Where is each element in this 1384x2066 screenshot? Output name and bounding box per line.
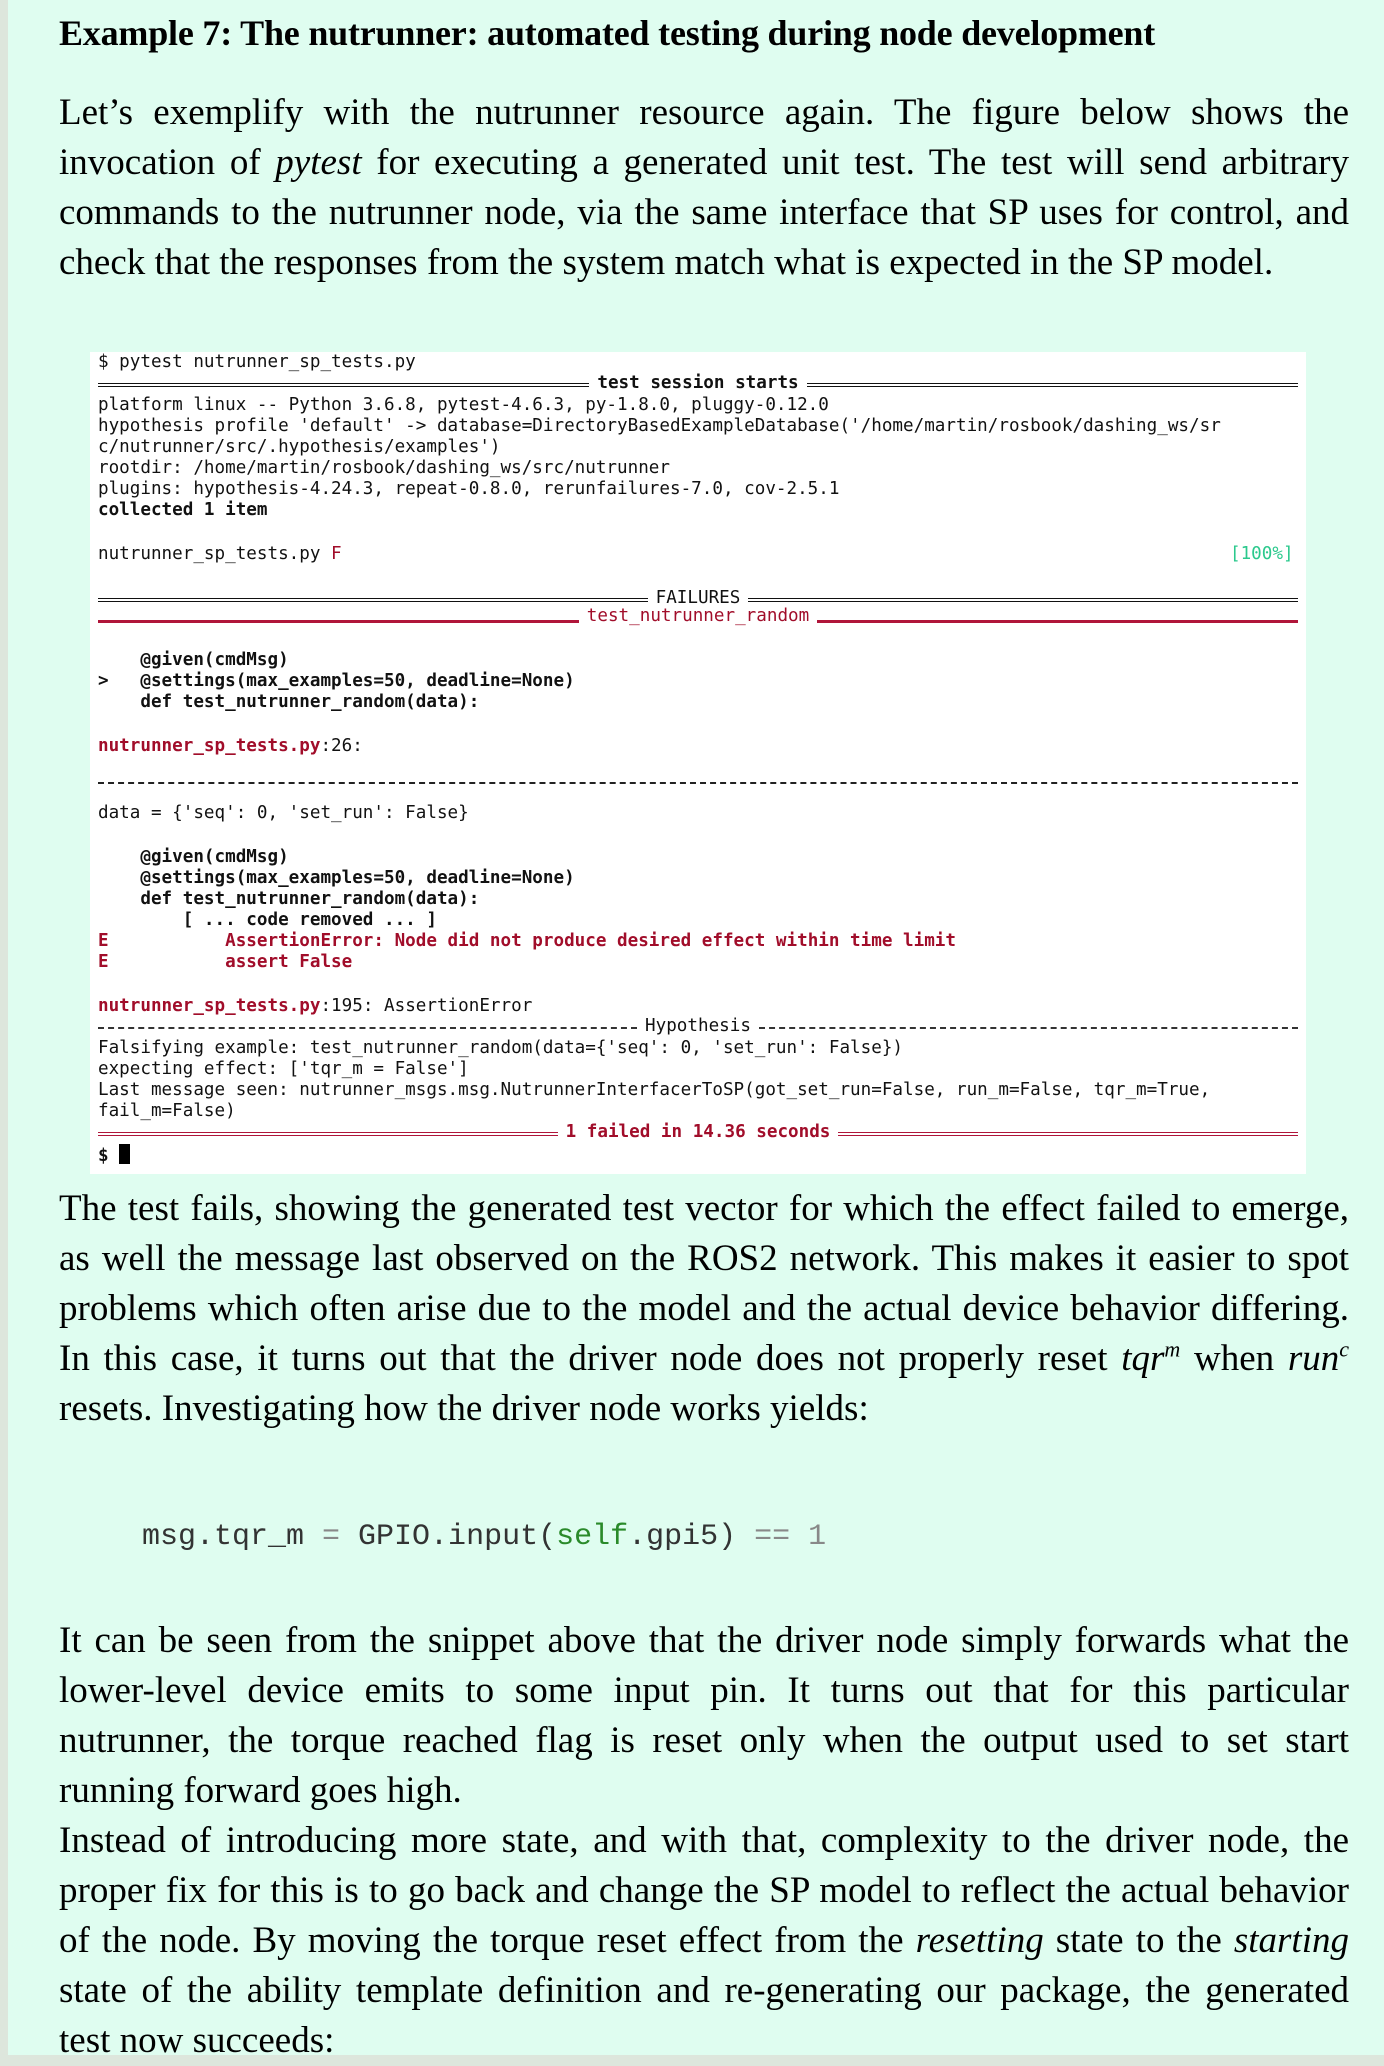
falsifying-example-line: Falsifying example: test_nutrunner_random(data={'seq': 0, 'set_run': False}) (98, 1038, 904, 1058)
expecting-effect-line: expecting effect: ['tqr_m = False'] (98, 1059, 469, 1079)
var-tqr: tqr$^m$ (1121, 1336, 1181, 1379)
failures-header-rule: FAILURES (98, 588, 1298, 610)
trace2-settings: @settings(max_examples=50, deadline=None) (98, 868, 575, 888)
last-message-line: Last message seen: nutrunner_msgs.msg.NutrunnerInterfacerToSP(got_set_run=False, run_m=False, tqr_m=True, (98, 1080, 1211, 1100)
shell-prompt: $ (98, 1144, 130, 1167)
session-header-rule: test session starts (98, 373, 1298, 395)
dashed-separator (98, 782, 1298, 784)
cursor-block (119, 1144, 130, 1164)
test-file-line: nutrunner_sp_tests.py F (98, 544, 342, 564)
self-keyword: self (556, 1520, 629, 1554)
progress-percent: [100%] (1230, 544, 1294, 564)
example-panel (8, 0, 1384, 2061)
code-snippet: msg.tqr_m = GPIO.input(self.gpi5) == 1 (142, 1520, 827, 1554)
resetting-term: resetting (915, 1920, 1044, 1961)
hypothesis-header-rule: Hypothesis (98, 1016, 1298, 1038)
trace1-given: @given(cmdMsg) (98, 650, 289, 670)
summary-rule: 1 failed in 14.36 seconds (98, 1122, 1298, 1144)
intro-paragraph: Let’s exemplify with the nutrunner resource again. The figure below shows the invocation of pytest for executing a generated unit test. The test will send arbitrary commands to the nutrunner node, via the same interface that SP uses for control, and check that the responses from the system match what is expected in the SP model. (59, 92, 1350, 283)
assert-false-line: E assert False (98, 952, 353, 972)
test-result-fail: F (331, 544, 342, 564)
trace2-code-removed: [ ... code removed ... ] (98, 910, 437, 930)
results-paragraph: The test fails, showing the generated test vector for which the effect failed to emerge, as well the message last observed on the ROS2 network. This makes it easier to spot problems which often arise due to the model and the actual device behavior differing. In this case, it turns out that the driver node does not properly reset tqr$^m$ when run$^c$ resets. Investigating how the driver node works yields: (59, 1188, 1349, 1429)
terminal-command: $ pytest nutrunner_sp_tests.py (98, 352, 416, 372)
trace1-settings: > @settings(max_examples=50, deadline=None) (98, 671, 575, 691)
fix-paragraph: Instead of introducing more state, and with that, complexity to the driver node, the proper fix for this is to go back and change the SP model to reflect the actual behavior of the node. By moving the torque reset effect from the resetting state to the starting state of the ability template definition and re-generating our package, the generated test now succeeds: (59, 1820, 1349, 2061)
last-message-line-2: fail_m=False) (98, 1101, 236, 1121)
trace1-def: def test_nutrunner_random(data): (98, 692, 480, 712)
example-title: Example 7: The nutrunner: automated testing during node development (59, 13, 1155, 53)
rootdir-line: rootdir: /home/martin/rosbook/dashing_ws/src/nutrunner (98, 458, 670, 478)
plugins-line: plugins: hypothesis-4.24.3, repeat-0.8.0, rerunfailures-7.0, cov-2.5.1 (98, 479, 840, 499)
failed-test-rule: test_nutrunner_random (98, 606, 1298, 628)
collected-line: collected 1 item (98, 500, 268, 520)
pytest-term: pytest (275, 142, 362, 183)
assertion-error-line: E AssertionError: Node did not produce desired effect within time limit (98, 931, 956, 951)
var-run: run$^c$ (1287, 1336, 1349, 1379)
hypothesis-profile-line-2: c/nutrunner/src/.hypothesis/examples') (98, 437, 501, 457)
location-195: nutrunner_sp_tests.py:195: AssertionError (98, 996, 533, 1016)
trace2-given: @given(cmdMsg) (98, 847, 289, 867)
analysis-paragraph: It can be seen from the snippet above that the driver node simply forwards what the lower-level device emits to some input pin. It turns out that for this particular nutrunner, the torque reached flag is reset only when the output used to set start running forward goes high. (59, 1620, 1349, 1811)
hypothesis-profile-line: hypothesis profile 'default' -> database=DirectoryBasedExampleDatabase('/home/martin/rosbook/dashing_ws/sr (98, 416, 1221, 436)
platform-line: platform linux -- Python 3.6.8, pytest-4.6.3, py-1.8.0, pluggy-0.12.0 (98, 395, 829, 415)
location-26: nutrunner_sp_tests.py:26: (98, 736, 363, 756)
trace2-def: def test_nutrunner_random(data): (98, 889, 480, 909)
data-line: data = {'seq': 0, 'set_run': False} (98, 803, 469, 823)
starting-term: starting (1233, 1920, 1349, 1961)
terminal-screenshot (90, 352, 1306, 1174)
